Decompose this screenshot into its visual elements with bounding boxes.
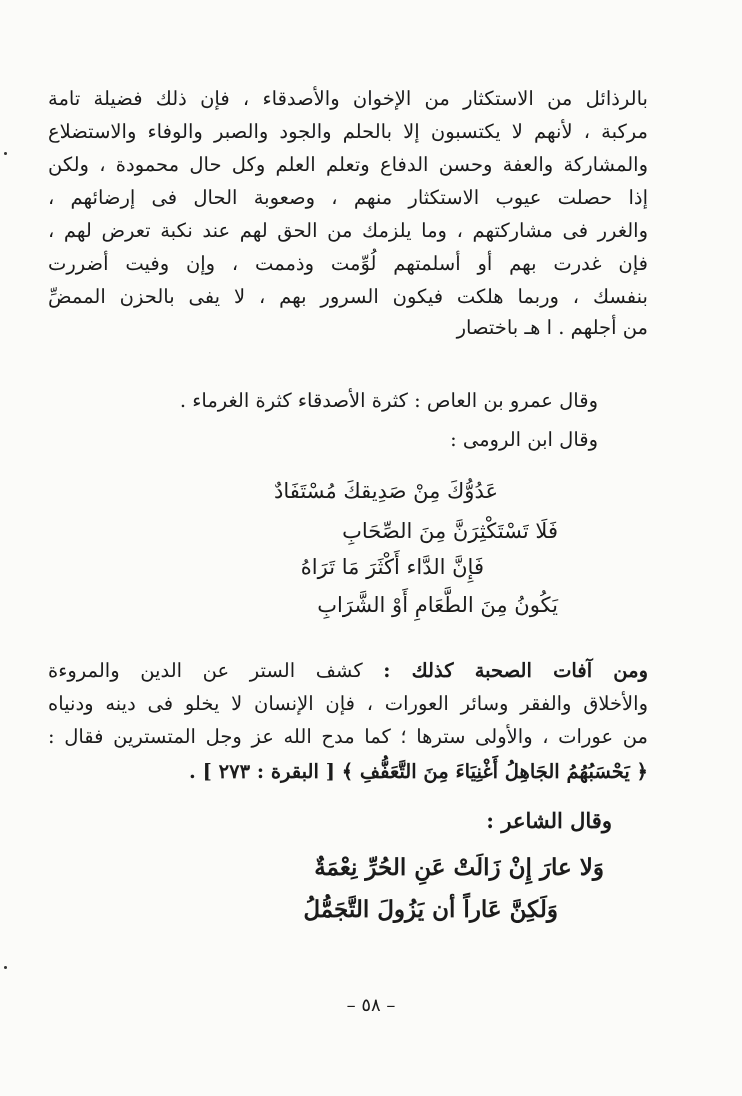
quote-amr: وقال عمرو بن العاص : كثرة الأصدقاء كثرة الغرماء . [179, 389, 598, 412]
paragraph-line: مركبة ، لأنهم لا يكتسبون إلا بالحلم والجود والصبر والوفاء والاستضلاع [48, 120, 648, 143]
paragraph-line: فإن غدرت بهم أو أسلمتهم لُوِّمت وذممت ، وإن وفيت أضررت [48, 252, 648, 275]
paragraph-text: كشف الستر عن الدين والمروءة [48, 659, 384, 682]
poem1-line4: يَكُونُ مِنَ الطَّعَامِ أَوْ الشَّرَابِ [317, 593, 558, 617]
paragraph-line: من عورات ، والأولى سترها ؛ كما مدح الله عز وجل المتسترين فقال : [48, 725, 648, 748]
paragraph-line: إذا حصلت عيوب الاستكثار منهم ، وصعوبة الحال فى إرضائهم ، [48, 186, 648, 209]
intro-poet: وقال الشاعر : [486, 808, 612, 833]
paragraph-line: والأخلاق والفقر وسائر العورات ، فإن الإنسان لا يخلو فى دينه ودنياه [48, 692, 648, 715]
paragraph-line: بنفسك ، وربما هلكت فيكون السرور بهم ، لا يفى بالحزن الممضِّ [48, 285, 648, 308]
poem1-line3: فَإِنَّ الدَّاء أَكْثَرَ مَا تَرَاهُ [300, 555, 484, 579]
page-number: – ٥٨ – [346, 995, 396, 1016]
poem2-line1: وَلا عارَ إِنْ زَالَتْ عَنِ الحُرِّ نِعْمَةٌ [314, 854, 604, 881]
poem1-line1: عَدُوُّكَ مِنْ صَدِيقكَ مُسْتَفَادٌ [274, 479, 498, 503]
section-lead: ومن آفات الصحبة كذلك : [383, 659, 649, 682]
scan-mark [4, 966, 7, 969]
poem1-line2: فَلَا تَسْتَكْثِرَنَّ مِنَ الصِّحَابِ [342, 519, 558, 543]
intro-ibn-rumi: وقال ابن الرومى : [450, 428, 598, 451]
verse-reference: [ البقرة : ٢٧٣ ] . [189, 760, 342, 783]
quran-verse-line [189, 757, 648, 787]
paragraph-line: من أجلهم . ا هـ باختصار [456, 316, 648, 339]
paragraph-line: بالرذائل من الاستكثار من الإخوان والأصدقاء ، فإن ذلك فضيلة تامة [48, 87, 648, 110]
scan-mark [4, 152, 7, 155]
paragraph-line: والمشاركة والعفة وحسن الدفاع وتعلم العلم وكل حال محمودة ، ولكن [48, 153, 648, 176]
poem2-line2: وَلَكِنَّ عَاراً أن يَزُولَ التَّجَمُّلُ [303, 896, 558, 923]
paragraph2-line1 [48, 656, 648, 686]
quran-verse: ﴿ يَحْسَبُهُمُ الجَاهِلُ أَغْنِيَاءَ مِنَ التَّعَفُّفِ ﴾ [341, 760, 648, 783]
paragraph-line: والغرر فى مشاركتهم ، وما يلزمك من الحق لهم عند نكبة تعرض لهم ، [48, 219, 648, 242]
